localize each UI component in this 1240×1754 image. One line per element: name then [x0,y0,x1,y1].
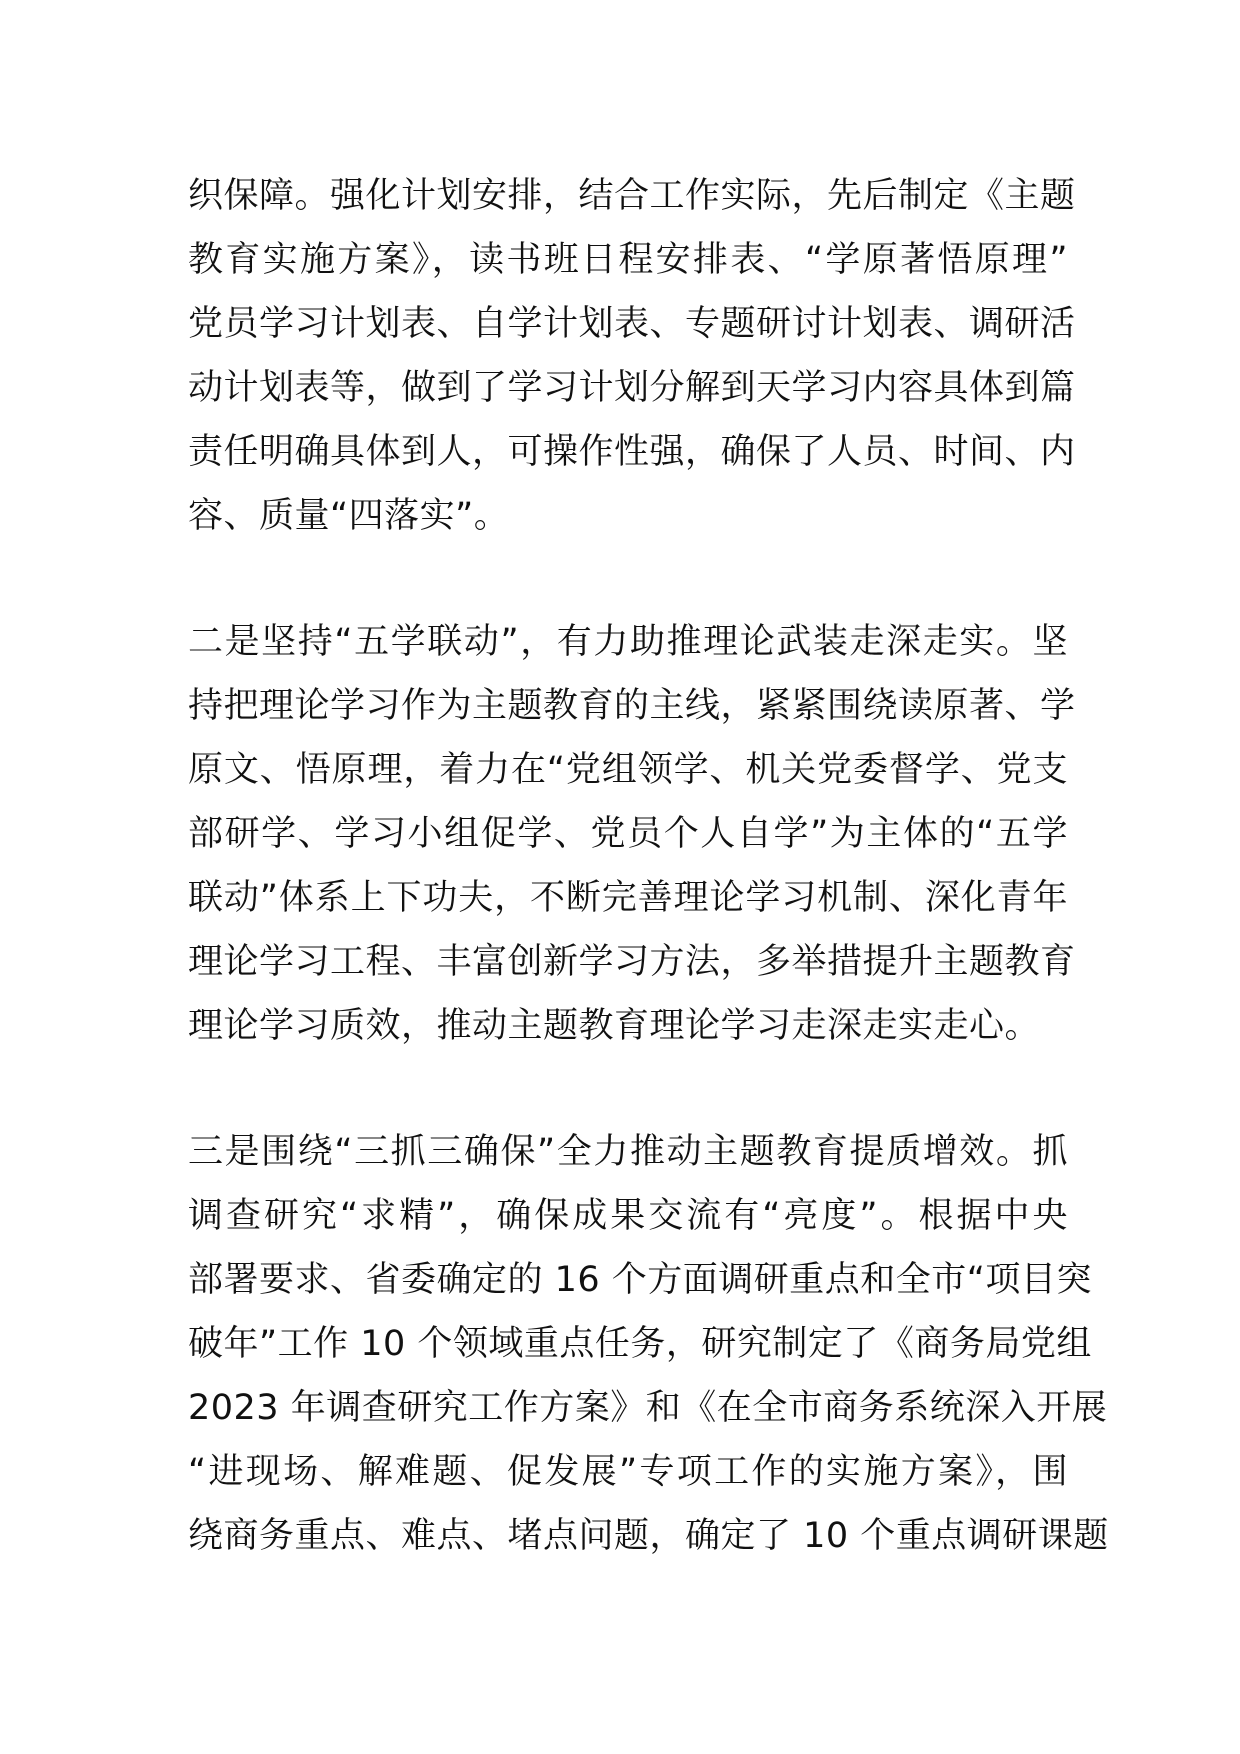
paragraph-line: 三是围绕“三抓三确保”全力推动主题教育提质增效。抓 [188,1132,1068,1172]
paragraph-line: 理论学习工程、丰富创新学习方法，多举措提升主题教育 [188,942,1076,982]
paragraph-line: 容、质量“四落实”。 [188,496,510,536]
paragraph-line: 动计划表等，做到了学习计划分解到天学习内容具体到篇 [188,368,1076,408]
paragraph-line: 党员学习计划表、自学计划表、专题研讨计划表、调研活 [188,304,1076,344]
paragraph-line: 责任明确具体到人，可操作性强，确保了人员、时间、内 [188,432,1076,472]
paragraph-line: 织保障。强化计划安排，结合工作实际，先后制定《主题 [188,176,1076,216]
paragraph-line: 理论学习质效，推动主题教育理论学习走深走实走心。 [188,1006,1041,1046]
paragraph-line: 教育实施方案》，读书班日程安排表、“学原著悟原理” [188,240,1068,280]
paragraph-line: 调查研究“求精”，确保成果交流有“亮度”。根据中央 [188,1196,1068,1236]
paragraph-line: 部署要求、省委确定的 16 个方面调研重点和全市“项目突 [188,1260,1092,1300]
paragraph-line: 部研学、学习小组促学、党员个人自学”为主体的“五学 [188,814,1068,854]
paragraph-line: 绕商务重点、难点、堵点问题，确定了 10 个重点调研课题 [188,1516,1109,1556]
paragraph-line: 2023 年调查研究工作方案》和《在全市商务系统深入开展 [188,1388,1108,1428]
paragraph-line: 原文、悟原理，着力在“党组领学、机关党委督学、党支 [188,750,1068,790]
paragraph-line: 破年”工作 10 个领域重点任务，研究制定了《商务局党组 [188,1324,1092,1364]
paragraph-line: 二是坚持“五学联动”，有力助推理论武装走深走实。坚 [188,622,1068,662]
paragraph-line: “进现场、解难题、促发展”专项工作的实施方案》，围 [188,1452,1068,1492]
paragraph-line: 联动”体系上下功夫，不断完善理论学习机制、深化青年 [188,878,1068,918]
paragraph-line: 持把理论学习作为主题教育的主线，紧紧围绕读原著、学 [188,686,1076,726]
